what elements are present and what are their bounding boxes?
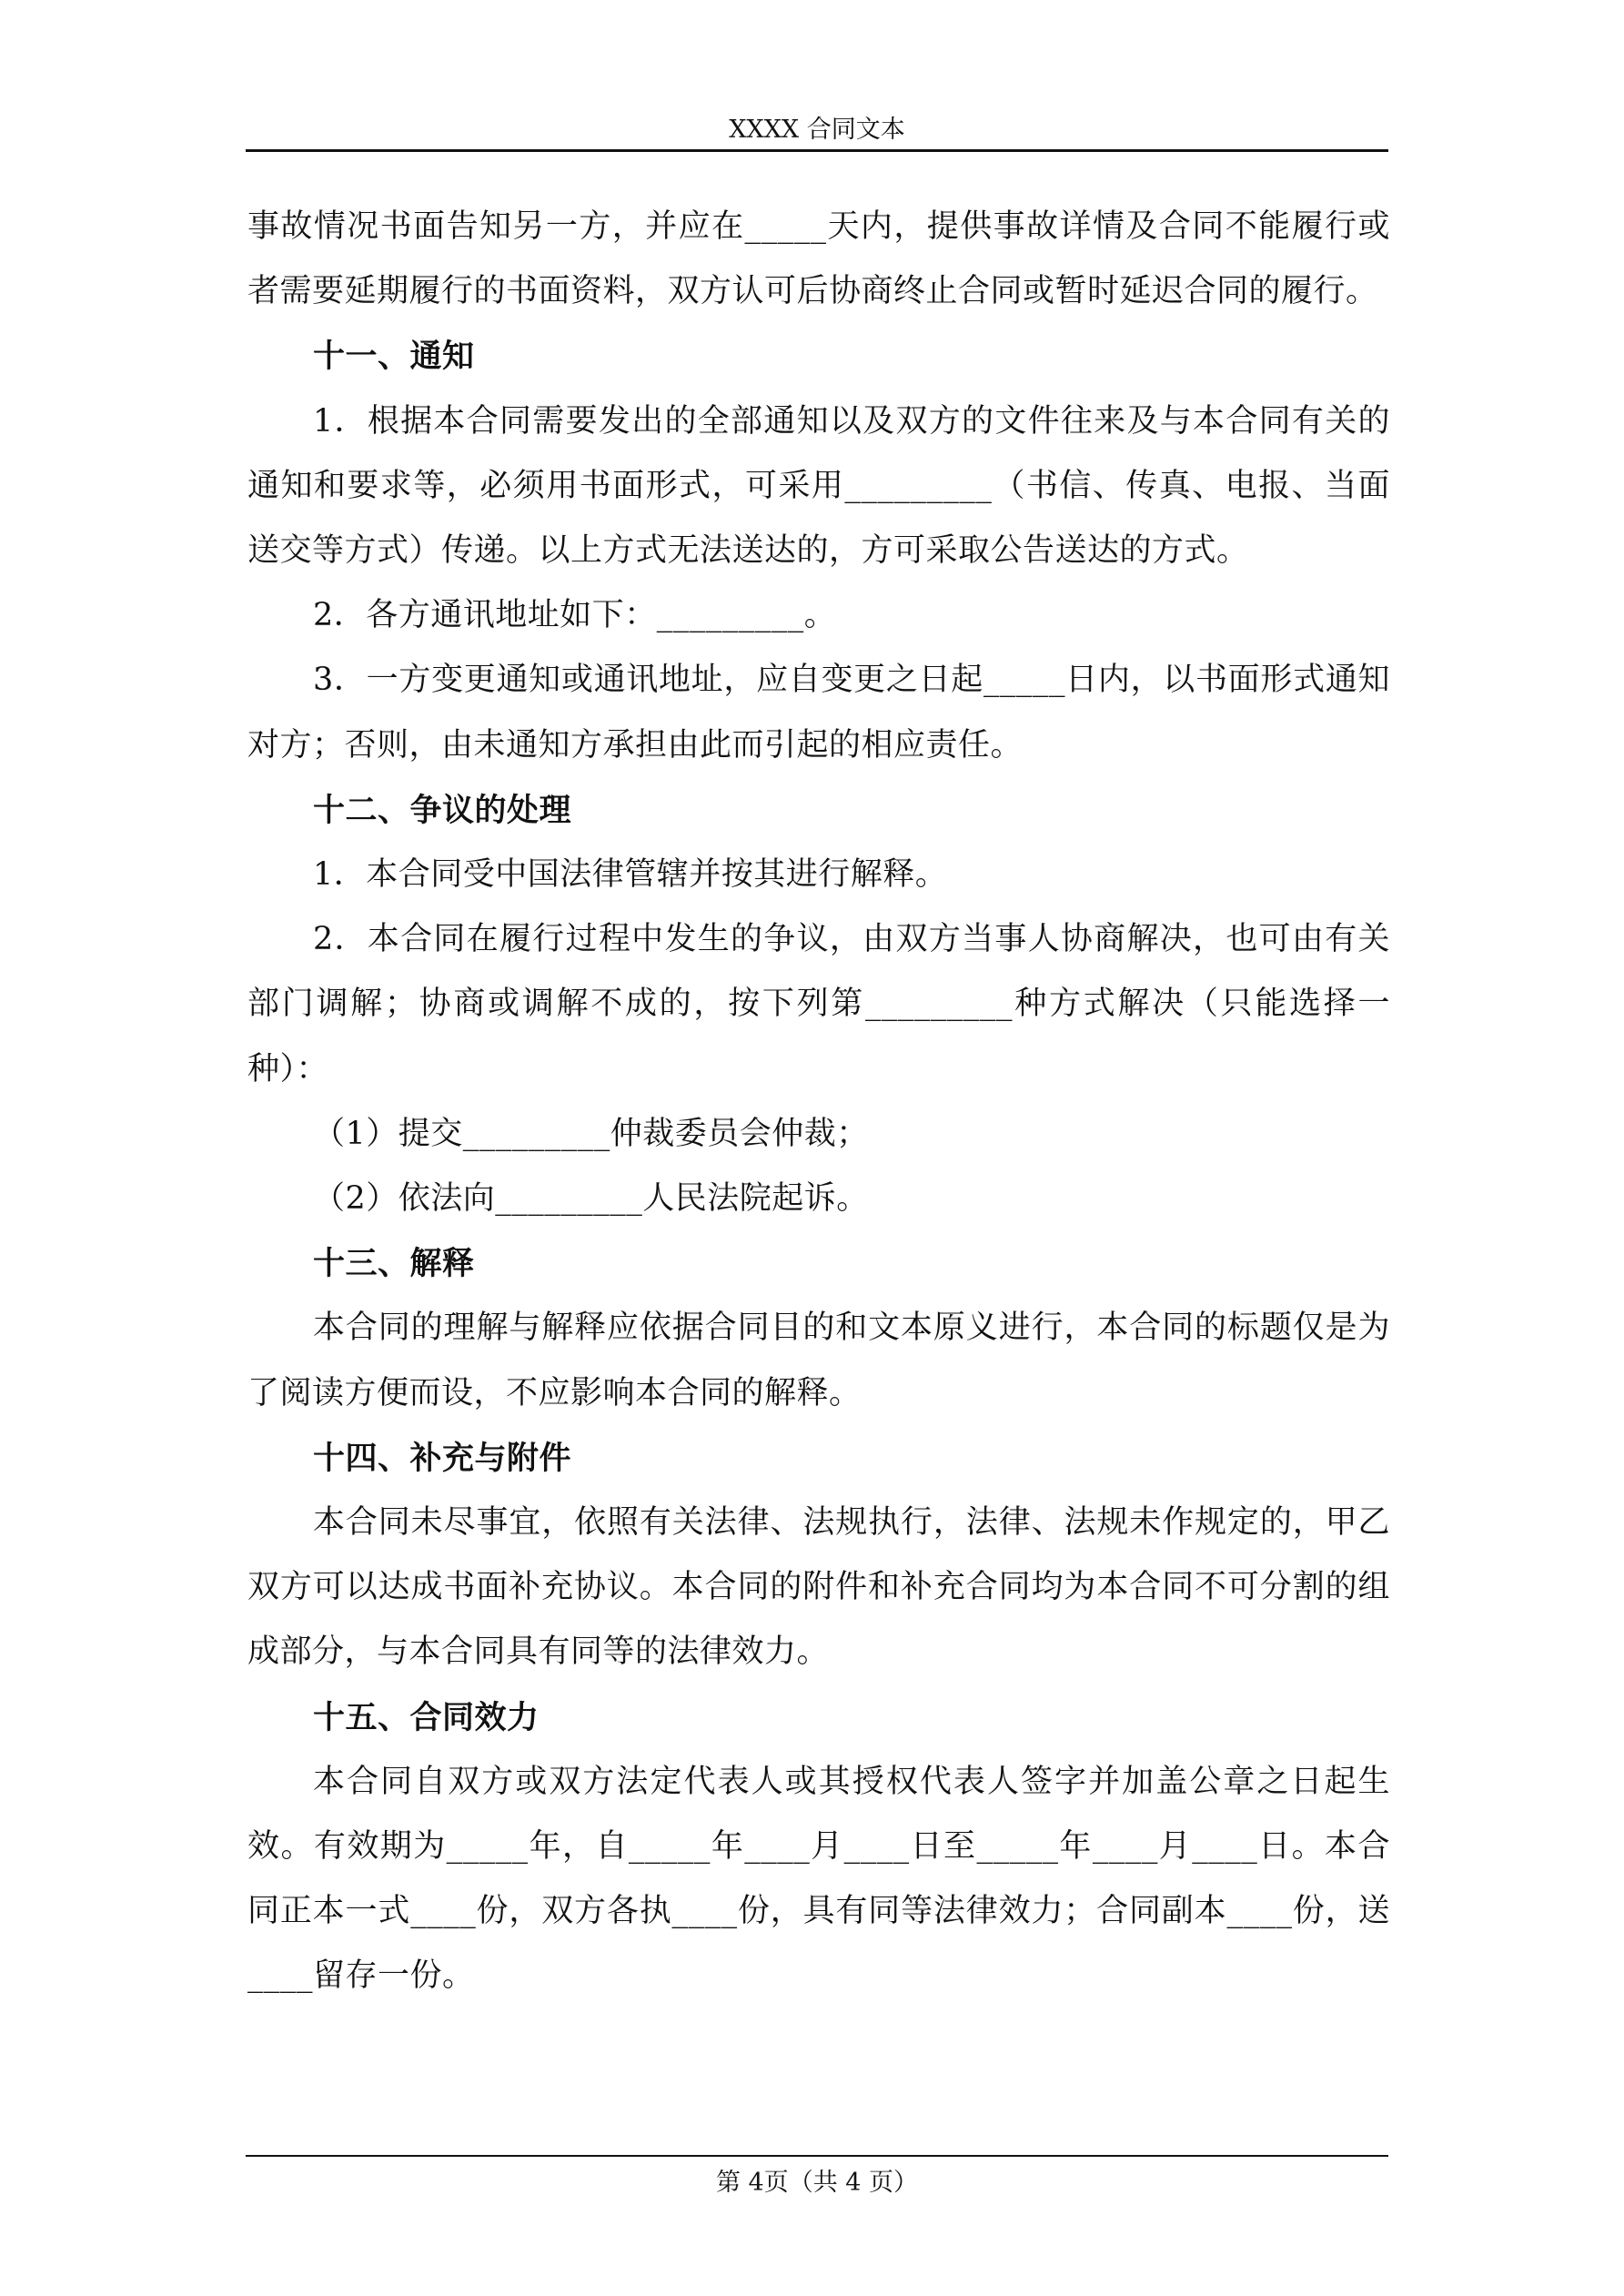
document-body	[247, 195, 1390, 2009]
clause-dispute-2: 2．本合同在履行过程中发生的争议，由双方当事人协商解决，也可由有关部门调解；协商或调解不成的，按下列第_________种方式解决（只能选择一种）：	[247, 921, 1390, 1087]
section-heading-supplement: 十四、补充与附件	[313, 1439, 572, 1477]
footer-divider	[246, 2155, 1388, 2157]
clause-dispute-1: 1．本合同受中国法律管辖并按其进行解释。	[313, 856, 948, 894]
section-heading-notice: 十一、通知	[313, 338, 475, 376]
header-divider	[246, 149, 1388, 152]
clause-notice-1: 1．根据本合同需要发出的全部通知以及双方的文件往来及与本合同有关的通知和要求等，必须用书面形式，可采用_________（书信、传真、电报、当面送交等方式）传递。以上方式无法送达的，方可采取公告送达的方式。	[247, 402, 1390, 570]
page-header-title: XXXX 合同文本	[729, 116, 905, 144]
page-number: 第 4页（共 4 页）	[715, 2169, 919, 2197]
section-heading-dispute: 十二、争议的处理	[313, 791, 572, 829]
clause-dispute-option-1: （1）提交_________仲裁委员会仲裁；	[313, 1115, 869, 1152]
section-heading-effect: 十五、合同效力	[313, 1698, 540, 1736]
clause-notice-2: 2．各方通讯地址如下：_________。	[313, 597, 837, 634]
clause-interpretation: 本合同的理解与解释应依据合同目的和文本原义进行，本合同的标题仅是为了阅读方便而设，不应影响本合同的解释。	[247, 1310, 1390, 1411]
clause-notice-3: 3．一方变更通知或通讯地址，应自变更之日起_____日内，以书面形式通知对方；否则，由未通知方承担由此而引起的相应责任。	[247, 662, 1390, 764]
clause-supplement: 本合同未尽事宜，依照有关法律、法规执行，法律、法规未作规定的，甲乙双方可以达成书面补充协议。本合同的附件和补充合同均为本合同不可分割的组成部分，与本合同具有同等的法律效力。	[247, 1504, 1390, 1671]
clause-effect: 本合同自双方或双方法定代表人或其授权代表人签字并加盖公章之日起生效。有效期为_____年，自_____年____月____日至_____年____月____日。本合同正本一式____份，双方各执____份，具有同等法律效力；合同副本____份，送____留存一份。	[247, 1763, 1390, 1995]
clause-dispute-option-2: （2）依法向_________人民法院起诉。	[313, 1180, 869, 1218]
paragraph-continuation: 事故情况书面告知另一方，并应在_____天内，提供事故详情及合同不能履行或者需要延期履行的书面资料，双方认可后协商终止合同或暂时延迟合同的履行。	[247, 208, 1390, 310]
section-heading-interpretation: 十三、解释	[313, 1245, 475, 1283]
